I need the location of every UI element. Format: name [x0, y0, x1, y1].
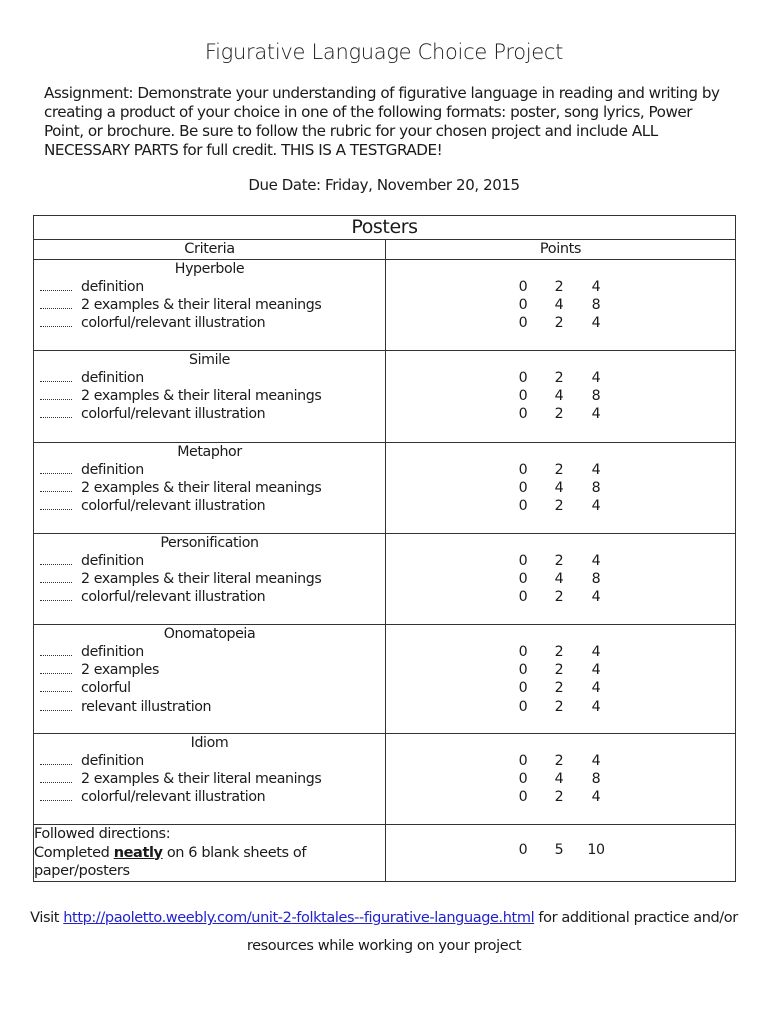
point-value: 0 — [518, 589, 528, 606]
criteria-item-label: 2 examples — [81, 662, 159, 679]
criteria-item — [34, 552, 385, 570]
criteria-item — [34, 369, 385, 387]
criteria-item-label: colorful/relevant illustration — [81, 406, 266, 423]
criteria-cell — [34, 625, 386, 734]
point-value: 8 — [591, 297, 601, 314]
rubric-section-row — [34, 625, 736, 734]
criteria-item — [34, 461, 385, 479]
final-criteria-cell — [34, 825, 386, 882]
section-title: Personification — [160, 535, 259, 551]
points-line — [386, 588, 735, 606]
point-value: 0 — [518, 370, 528, 386]
point-value: 0 — [518, 771, 528, 788]
point-value: 0 — [518, 315, 528, 332]
criteria-item-label: definition — [81, 644, 144, 660]
score-blank-line — [40, 407, 72, 418]
point-value: 4 — [591, 462, 601, 478]
section-title: Hyperbole — [174, 261, 245, 277]
resource-link[interactable]: http://paoletto.weebly.com/unit-2-folktales--figurative-language.html — [63, 910, 535, 926]
point-value: 10 — [587, 842, 605, 858]
point-value: 4 — [591, 644, 601, 660]
point-value: 4 — [591, 789, 601, 806]
rubric-section-row — [34, 351, 736, 443]
points-line — [386, 479, 735, 497]
rubric-section-row — [34, 443, 736, 534]
criteria-item-label: 2 examples & their literal meanings — [81, 480, 322, 497]
criteria-item — [34, 679, 385, 697]
point-value: 4 — [591, 498, 601, 515]
point-value: 0 — [518, 462, 528, 478]
point-value: 0 — [518, 571, 528, 588]
point-value: 4 — [591, 279, 601, 295]
point-value: 8 — [591, 388, 601, 405]
criteria-item-label: colorful/relevant illustration — [81, 789, 266, 806]
footer-post: for additional practice and/or resources while working on your project — [246, 910, 738, 954]
criteria-item — [34, 661, 385, 679]
criteria-item-label: colorful/relevant illustration — [81, 315, 266, 332]
due-date: Due Date: Friday, November 20, 2015 — [248, 176, 520, 194]
point-value: 2 — [554, 370, 564, 386]
point-value: 2 — [554, 462, 564, 478]
final-points-line — [386, 841, 735, 859]
criteria-cell — [34, 260, 386, 351]
point-value: 5 — [554, 842, 564, 858]
score-blank-line — [40, 298, 72, 309]
criteria-item — [34, 788, 385, 806]
point-value: 4 — [554, 480, 564, 497]
score-blank-line — [40, 590, 72, 601]
criteria-item — [34, 588, 385, 606]
point-value: 2 — [554, 753, 564, 769]
point-value: 8 — [591, 480, 601, 497]
score-blank-line — [40, 572, 72, 583]
point-value: 0 — [518, 498, 528, 515]
point-value: 0 — [518, 842, 528, 858]
point-value: 2 — [554, 789, 564, 806]
final-line-2-emphasis: neatly — [113, 844, 163, 861]
criteria-item-label: definition — [81, 279, 144, 295]
section-title: Metaphor — [177, 444, 242, 460]
points-line — [386, 405, 735, 423]
criteria-item — [34, 570, 385, 588]
score-blank-line — [40, 554, 72, 565]
score-blank-line — [40, 316, 72, 327]
criteria-item-label: colorful — [81, 680, 131, 697]
point-value: 2 — [554, 680, 564, 697]
criteria-column-header: Criteria — [34, 240, 386, 260]
criteria-item-label: definition — [81, 753, 144, 769]
points-cell — [386, 260, 736, 351]
point-value: 0 — [518, 662, 528, 679]
rubric-title-row — [34, 216, 736, 240]
criteria-item-label: 2 examples & their literal meanings — [81, 571, 322, 588]
point-value: 0 — [518, 480, 528, 497]
criteria-item — [34, 405, 385, 423]
criteria-item-label: 2 examples & their literal meanings — [81, 297, 322, 314]
points-line — [386, 570, 735, 588]
points-line — [386, 461, 735, 479]
point-value: 4 — [554, 297, 564, 314]
point-value: 4 — [591, 315, 601, 332]
final-line-2-post: on 6 blank sheets of paper/posters — [34, 844, 307, 879]
points-line — [386, 661, 735, 679]
criteria-item — [34, 296, 385, 314]
point-value: 2 — [554, 279, 564, 295]
section-title: Onomatopeia — [163, 626, 256, 642]
rubric-final-row — [34, 825, 736, 882]
criteria-item — [34, 387, 385, 405]
point-value: 4 — [591, 370, 601, 386]
criteria-cell — [34, 734, 386, 825]
score-blank-line — [40, 645, 72, 656]
points-line — [386, 369, 735, 387]
point-value: 0 — [518, 553, 528, 569]
point-value: 0 — [518, 297, 528, 314]
criteria-item-label: colorful/relevant illustration — [81, 498, 266, 515]
criteria-item-label: 2 examples & their literal meanings — [81, 388, 322, 405]
point-value: 0 — [518, 388, 528, 405]
points-line — [386, 643, 735, 661]
point-value: 4 — [591, 662, 601, 679]
point-value: 4 — [591, 553, 601, 569]
point-value: 4 — [591, 589, 601, 606]
criteria-item — [34, 314, 385, 332]
point-value: 2 — [554, 662, 564, 679]
point-value: 0 — [518, 680, 528, 697]
criteria-item-label: colorful/relevant illustration — [81, 589, 266, 606]
point-value: 0 — [518, 406, 528, 423]
score-blank-line — [40, 463, 72, 474]
criteria-item — [34, 698, 385, 716]
points-line — [386, 552, 735, 570]
points-line — [386, 314, 735, 332]
criteria-item — [34, 497, 385, 515]
rubric-header-row — [34, 240, 736, 260]
point-value: 8 — [591, 771, 601, 788]
criteria-item — [34, 752, 385, 770]
rubric-section-row — [34, 534, 736, 625]
point-value: 0 — [518, 644, 528, 660]
points-line — [386, 752, 735, 770]
score-blank-line — [40, 371, 72, 382]
criteria-item — [34, 479, 385, 497]
score-blank-line — [40, 700, 72, 711]
points-cell — [386, 625, 736, 734]
final-line-2 — [34, 844, 385, 881]
footer-note — [0, 904, 768, 960]
final-line-2-pre: Completed — [34, 844, 114, 861]
points-line — [386, 278, 735, 296]
point-value: 2 — [554, 553, 564, 569]
rubric-table-title: Posters — [34, 216, 736, 240]
points-line — [386, 679, 735, 697]
point-value: 4 — [591, 698, 601, 715]
rubric-section-row — [34, 734, 736, 825]
criteria-item — [34, 643, 385, 661]
point-value: 2 — [554, 406, 564, 423]
criteria-cell — [34, 534, 386, 625]
point-value: 4 — [554, 771, 564, 788]
points-line — [386, 497, 735, 515]
point-value: 8 — [591, 571, 601, 588]
point-value: 0 — [518, 279, 528, 295]
points-line — [386, 788, 735, 806]
points-line — [386, 296, 735, 314]
final-line-1: Followed directions: — [34, 826, 171, 842]
criteria-cell — [34, 443, 386, 534]
points-cell — [386, 534, 736, 625]
section-title: Simile — [189, 352, 230, 368]
point-value: 4 — [554, 571, 564, 588]
point-value: 2 — [554, 315, 564, 332]
points-cell — [386, 443, 736, 534]
section-title: Idiom — [190, 735, 229, 751]
point-value: 0 — [518, 753, 528, 769]
point-value: 2 — [554, 589, 564, 606]
criteria-item — [34, 770, 385, 788]
point-value: 4 — [591, 680, 601, 697]
score-blank-line — [40, 681, 72, 692]
points-line — [386, 387, 735, 405]
criteria-item-label: definition — [81, 462, 144, 478]
point-value: 0 — [518, 789, 528, 806]
point-value: 4 — [554, 388, 564, 405]
point-value: 2 — [554, 698, 564, 715]
points-cell — [386, 351, 736, 443]
criteria-item-label: 2 examples & their literal meanings — [81, 771, 322, 788]
rubric-section-row — [34, 260, 736, 351]
point-value: 2 — [554, 644, 564, 660]
point-value: 4 — [591, 753, 601, 769]
criteria-item-label: definition — [81, 370, 144, 386]
footer-pre: Visit — [30, 910, 64, 926]
score-blank-line — [40, 772, 72, 783]
points-cell — [386, 734, 736, 825]
score-blank-line — [40, 389, 72, 400]
assignment-text: Assignment: Demonstrate your understanding of figurative language in reading and writing by creating a product of your choice in one of the following formats: poster, song lyrics, Power Point, or brochure. Be sure to follow the rubric for your chosen project and include ALL NECESSARY PARTS for full credit. THIS IS A TESTGRADE! — [44, 84, 720, 159]
score-blank-line — [40, 481, 72, 492]
score-blank-line — [40, 790, 72, 801]
criteria-item-label: relevant illustration — [81, 698, 212, 715]
criteria-item — [34, 278, 385, 296]
criteria-cell — [34, 351, 386, 443]
point-value: 2 — [554, 498, 564, 515]
document-title: Figurative Language Choice Project — [204, 40, 564, 64]
points-line — [386, 698, 735, 716]
rubric-table — [33, 215, 736, 882]
score-blank-line — [40, 499, 72, 510]
final-points-cell — [386, 825, 736, 882]
score-blank-line — [40, 280, 72, 291]
points-line — [386, 770, 735, 788]
score-blank-line — [40, 663, 72, 674]
criteria-item-label: definition — [81, 553, 144, 569]
point-value: 4 — [591, 406, 601, 423]
point-value: 0 — [518, 698, 528, 715]
score-blank-line — [40, 754, 72, 765]
points-column-header: Points — [386, 240, 736, 260]
